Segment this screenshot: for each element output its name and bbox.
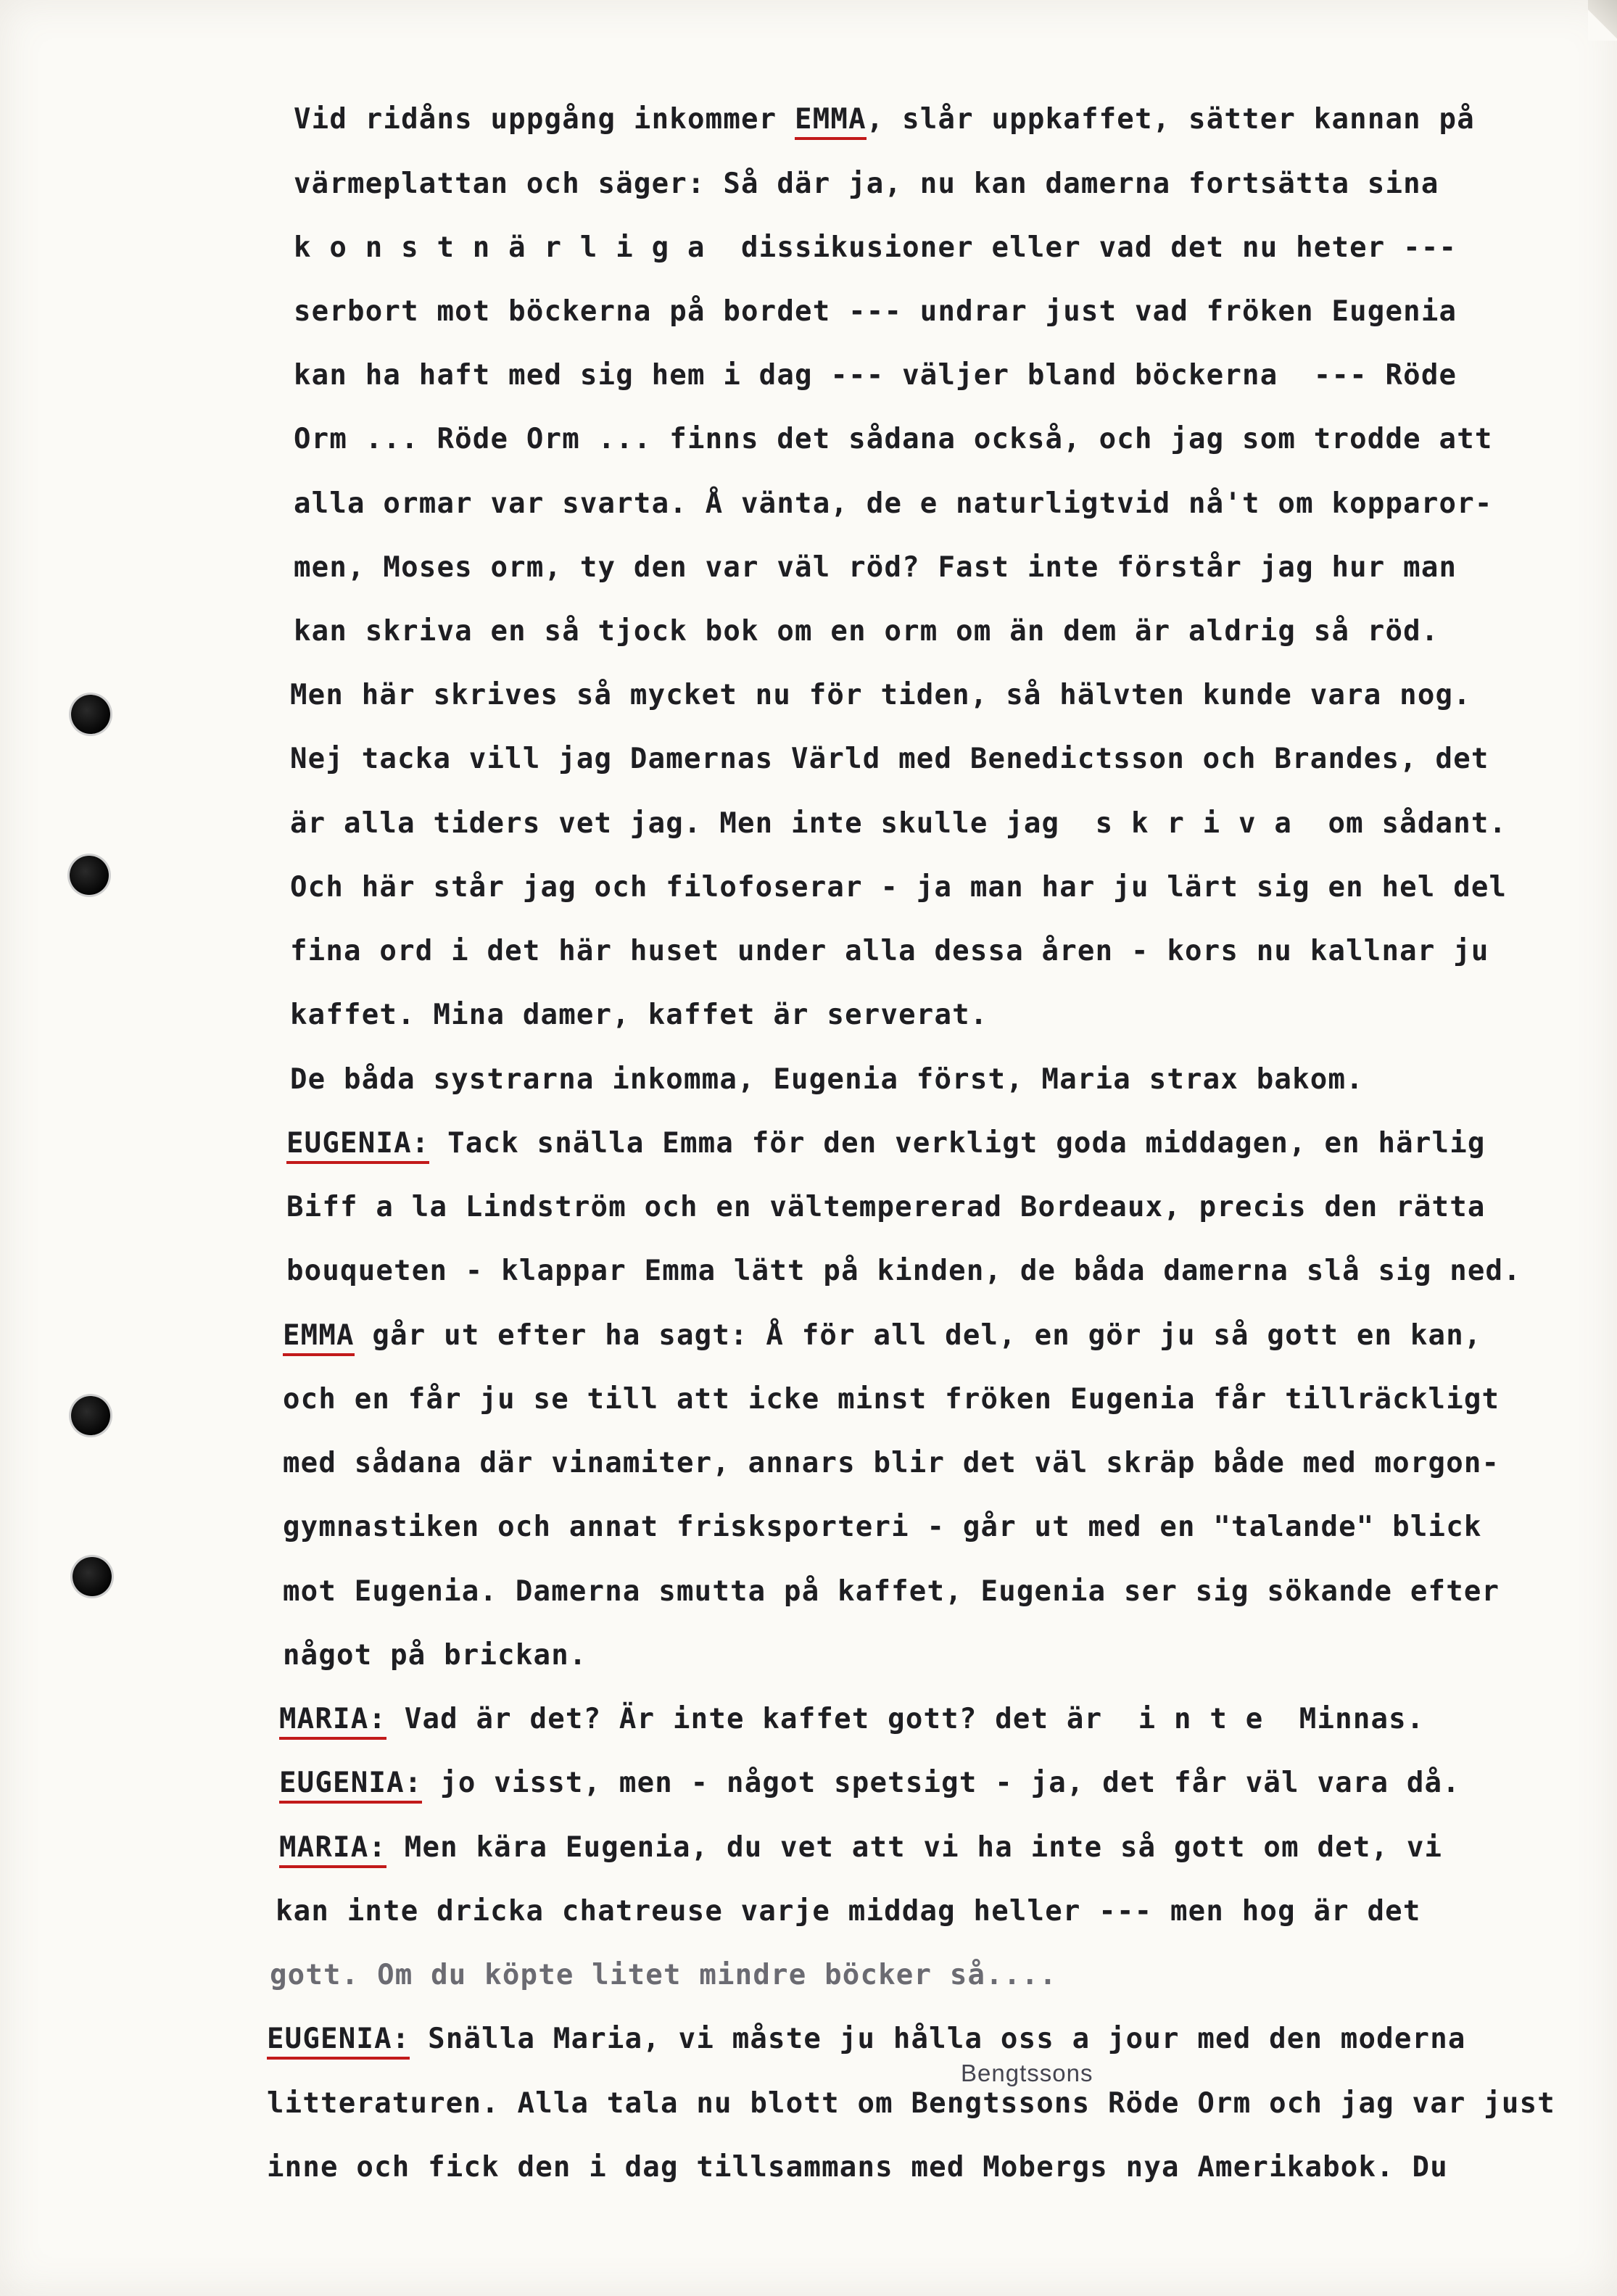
text-line: men, Moses orm, ty den var väl röd? Fast inte förstår jag hur man <box>294 551 1457 584</box>
text-line: serbort mot böckerna på bordet --- undrar just vad fröken Eugenia <box>294 295 1457 328</box>
text-line: mot Eugenia. Damerna smutta på kaffet, Eugenia ser sig sökande efter <box>283 1575 1500 1608</box>
text-line: Men här skrives så mycket nu för tiden, så hälvten kunde vara nog. <box>290 679 1471 711</box>
speaker-name: MARIA: <box>279 1703 386 1740</box>
text-line: värmeplattan och säger: Så där ja, nu kan damerna fortsätta sina <box>294 168 1439 200</box>
speaker-name: EUGENIA: <box>286 1127 429 1164</box>
text-line: bouqueten - klappar Emma lätt på kinden, de båda damerna slå sig ned. <box>286 1255 1521 1287</box>
text-line: med sådana där vinamiter, annars blir det väl skräp både med morgon- <box>283 1447 1500 1479</box>
text-line: kan inte dricka chatreuse varje middag heller --- men hog är det <box>276 1895 1421 1928</box>
text-line: k o n s t n ä r l i g a dissikusioner eller vad det nu heter --- <box>294 231 1457 264</box>
text-line: Vid ridåns uppgång inkommer EMMA, slår uppkaffet, sätter kannan på <box>294 105 1475 133</box>
text-line: kan skriva en så tjock bok om en orm om än dem är aldrig så röd. <box>294 615 1439 648</box>
speaker-name: EUGENIA: <box>267 2023 410 2060</box>
text-line: och en får ju se till att icke minst fröken Eugenia får tillräckligt <box>283 1383 1500 1416</box>
speaker-name: EMMA <box>795 103 867 140</box>
text-line: De båda systrarna inkomma, Eugenia först, Maria strax bakom. <box>290 1063 1364 1096</box>
text-line: Och här står jag och filofoserar - ja man har ju lärt sig en hel del <box>290 871 1508 904</box>
text-line: Nej tacka vill jag Damernas Värld med Benedictsson och Brandes, det <box>290 743 1489 775</box>
text-line: något på brickan. <box>283 1639 587 1672</box>
speaker-name: EMMA <box>283 1319 355 1356</box>
text-line: litteraturen. Alla tala nu blott om Bengtssons Röde Orm och jag var just <box>267 2087 1555 2120</box>
folded-corner <box>1588 0 1617 41</box>
text-line: Orm ... Röde Orm ... finns det sådana också, och jag som trodde att <box>294 423 1493 455</box>
text-line: MARIA: Vad är det? Är inte kaffet gott? det är i n t e Minnas. <box>279 1705 1425 1733</box>
speaker-name: EUGENIA: <box>279 1767 422 1804</box>
text-line: inne och fick den i dag tillsammans med Mobergs nya Amerikabok. Du <box>267 2151 1448 2184</box>
text-line: kan ha haft med sig hem i dag --- väljer bland böckerna --- Röde <box>294 359 1457 392</box>
text-line: gott. Om du köpte litet mindre böcker så.... <box>270 1959 1057 1991</box>
handwritten-annotation: Bengtssons <box>961 2060 1093 2086</box>
punch-hole <box>71 695 110 734</box>
text-line: EUGENIA: Tack snälla Emma för den verkligt goda middagen, en härlig <box>286 1129 1486 1157</box>
text-line: EMMA går ut efter ha sagt: Å för all del, en gör ju så gott en kan, <box>283 1321 1482 1350</box>
punch-hole <box>73 1557 112 1596</box>
text-line: EUGENIA: jo visst, men - något spetsigt - ja, det får väl vara då. <box>279 1769 1460 1797</box>
text-line: Biff a la Lindström och en vältempererad Bordeaux, precis den rätta <box>286 1191 1486 1223</box>
text-line: alla ormar var svarta. Å vänta, de e naturligtvid nå't om kopparor- <box>294 487 1493 520</box>
punch-hole <box>70 856 109 895</box>
speaker-name: MARIA: <box>279 1831 386 1868</box>
text-line: kaffet. Mina damer, kaffet är serverat. <box>290 999 988 1031</box>
text-line: fina ord i det här huset under alla dessa åren - kors nu kallnar ju <box>290 935 1489 967</box>
punch-hole <box>71 1396 110 1435</box>
text-line: MARIA: Men kära Eugenia, du vet att vi ha inte så gott om det, vi <box>279 1833 1442 1862</box>
text-line: EUGENIA: Snälla Maria, vi måste ju hålla oss a jour med den moderna <box>267 2025 1466 2053</box>
text-line: gymnastiken och annat frisksporteri - går ut med en "talande" blick <box>283 1511 1482 1543</box>
text-line: är alla tiders vet jag. Men inte skulle jag s k r i v a om sådant. <box>290 807 1508 840</box>
